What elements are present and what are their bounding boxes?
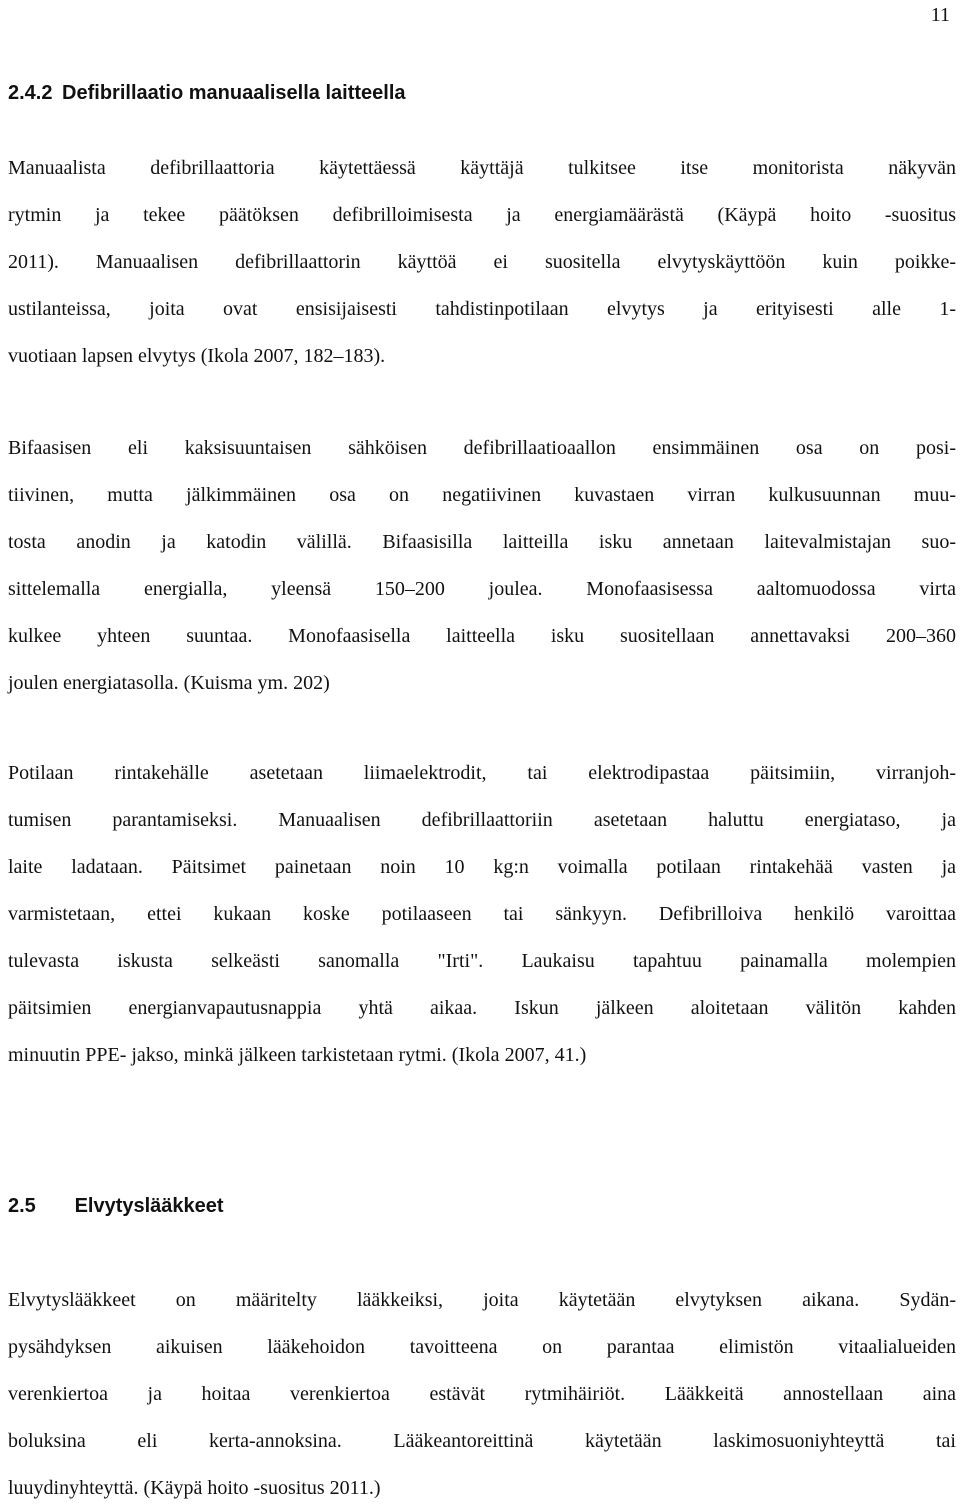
paragraph-manual-defibrillator	[8, 145, 956, 380]
paragraph-biphasic	[8, 425, 956, 707]
text-line: kulkee yhteen suuntaa. Monofaasisella laitteella isku suositellaan annettavaksi 200–360	[8, 625, 956, 647]
text-line: ustilanteissa, joita ovat ensisijaisesti tahdistinpotilaan elvytys ja erityisesti alle 1-	[8, 298, 956, 320]
text-line: vuotiaan lapsen elvytys (Ikola 2007, 182–183).	[8, 345, 386, 367]
paragraph-resuscitation-drugs	[8, 1277, 956, 1512]
text-line: joulen energiatasolla. (Kuisma ym. 202)	[8, 672, 330, 694]
text-line: tiivinen, mutta jälkimmäinen osa on negatiivinen kuvastaen virran kulkusuunnan muu-	[8, 484, 956, 506]
text-line: rytmin ja tekee päätöksen defibrilloimisesta ja energiamäärästä (Käypä hoito -suositus	[8, 204, 956, 226]
text-line: tosta anodin ja katodin välillä. Bifaasisilla laitteilla isku annetaan laitevalmistajan suo-	[8, 531, 956, 553]
text-line: tumisen parantamiseksi. Manuaalisen defibrillaattoriin asetetaan haluttu energiataso, ja	[8, 809, 956, 831]
section-number: 2.5	[8, 1195, 36, 1217]
text-line: minuutin PPE- jakso, minkä jälkeen tarkistetaan rytmi. (Ikola 2007, 41.)	[8, 1044, 587, 1066]
text-line: laite ladataan. Päitsimet painetaan noin 10 kg:n voimalla potilaan rintakehää vasten ja	[8, 856, 956, 878]
section-title: Defibrillaatio manuaalisella laitteella	[62, 82, 406, 104]
text-line: Elvytyslääkkeet on määritelty lääkkeiksi, joita käytetään elvytyksen aikana. Sydän-	[8, 1289, 956, 1311]
section-title: Elvytyslääkkeet	[74, 1195, 224, 1217]
section-heading-2-5	[8, 1195, 224, 1218]
section-number: 2.4.2	[8, 82, 53, 104]
text-line: varmistetaan, ettei kukaan koske potilaaseen tai sänkyyn. Defibrilloiva henkilö varoittaa	[8, 903, 956, 925]
text-line: verenkiertoa ja hoitaa verenkiertoa estävät rytmihäiriöt. Lääkkeitä annostellaan aina	[8, 1383, 956, 1405]
text-line: boluksina eli kerta-annoksina. Lääkeantoreittinä käytetään laskimosuoniyhteyttä tai	[8, 1430, 956, 1452]
section-heading-2-4-2	[8, 82, 406, 105]
text-line: Manuaalista defibrillaattoria käytettäessä käyttäjä tulkitsee itse monitorista näkyvän	[8, 157, 956, 179]
paragraph-electrodes	[8, 750, 956, 1079]
text-line: sittelemalla energialla, yleensä 150–200 joulea. Monofaasisessa aaltomuodossa virta	[8, 578, 956, 600]
text-line: luuydinyhteyttä. (Käypä hoito -suositus 2011.)	[8, 1477, 381, 1499]
text-line: pysähdyksen aikuisen lääkehoidon tavoitteena on parantaa elimistön vitaalialueiden	[8, 1336, 956, 1358]
text-line: Bifaasisen eli kaksisuuntaisen sähköisen defibrillaatioaallon ensimmäinen osa on posi-	[8, 437, 956, 459]
text-line: Potilaan rintakehälle asetetaan liimaelektrodit, tai elektrodipastaa päitsimiin, virranjoh-	[8, 762, 956, 784]
page-number: 11	[930, 4, 950, 26]
text-line: päitsimien energianvapautusnappia yhtä aikaa. Iskun jälkeen aloitetaan välitön kahden	[8, 997, 956, 1019]
text-line: 2011). Manuaalisen defibrillaattorin käyttöä ei suositella elvytyskäyttöön kuin poikke-	[8, 251, 956, 273]
text-line: tulevasta iskusta selkeästi sanomalla "Irti". Laukaisu tapahtuu painamalla molempien	[8, 950, 956, 972]
